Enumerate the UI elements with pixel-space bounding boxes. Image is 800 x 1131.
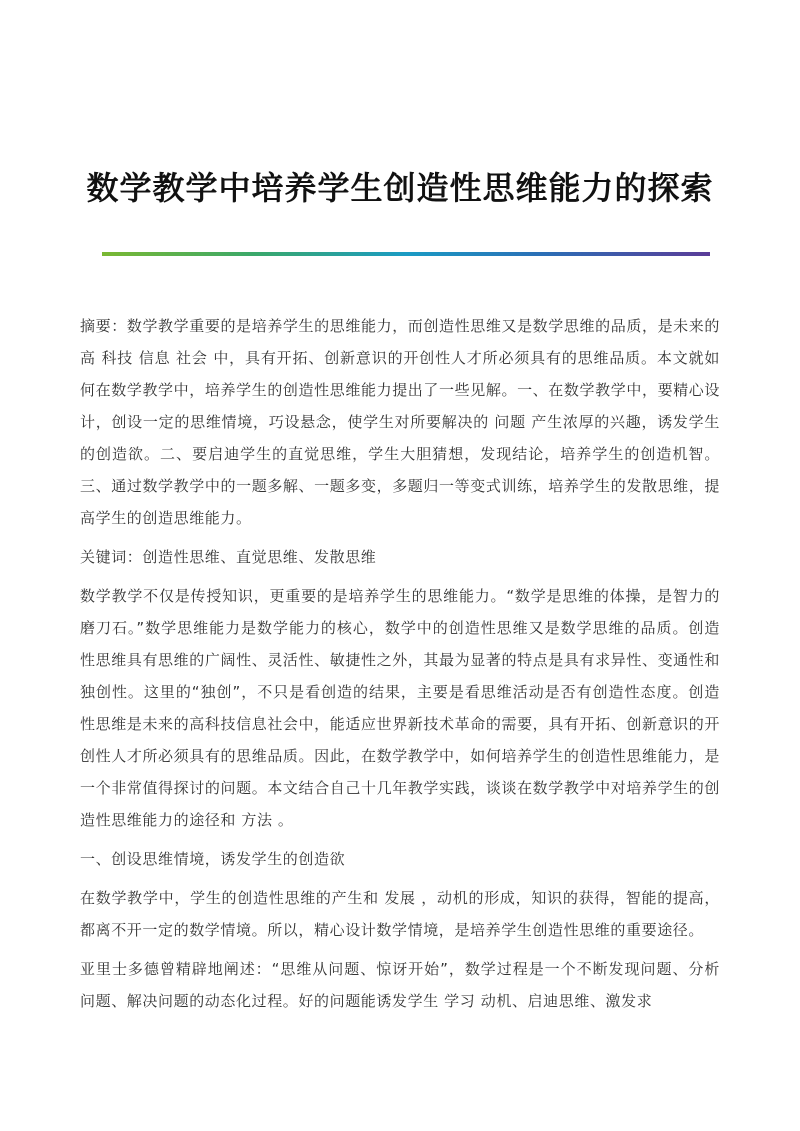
document-title: 数学教学中培养学生创造性思维能力的探索 bbox=[86, 169, 714, 207]
body-paragraph: 在数学教学中，学生的创造性思维的产生和 发展 ，动机的形成，知识的获得，智能的提高，都离不开一定的数学情境。所以，精心设计数学情境，是培养学生创造性思维的重要途径。 bbox=[80, 889, 720, 939]
body-paragraph: 数学教学不仅是传授知识，更重要的是培养学生的思维能力。“数学是思维的体操，是智力的磨刀石。”数学思维能力是数学能力的核心，数学中的创造性思维又是数学思维的品质。创造性思维具有思维的广阔性、灵活性、敏捷性之外，其最为显著的特点是具有求异性、变通性和独创性。这里的“独创”，不只是看创造的结果，主要是看思维活动是否有创造性态度。创造性思维是未来的高科技信息社会中，能适应世界新技术革命的需要，具有开拓、创新意识的开创性人才所必须具有的思维品质。因此，在数学教学中，如何培养学生的创造性思维能力，是一个非常值得探讨的问题。本文结合自己十几年教学实践，谈谈在数学教学中对培养学生的创造性思维能力的途径和 方法 。 bbox=[80, 587, 720, 829]
keywords-paragraph: 关键词：创造性思维、直觉思维、发散思维 bbox=[80, 548, 377, 566]
document-body bbox=[80, 310, 720, 1024]
abstract-paragraph: 摘要：数学教学重要的是培养学生的思维能力，而创造性思维又是数学思维的品质，是未来的高 科技 信息 社会 中，具有开拓、创新意识的开创性人才所必须具有的思维品质。本文就如何在数学教学中，培养学生的创造性思维能力提出了一些见解。一、在数学教学中，要精心设计，创设一定的思维情境，巧设悬念，使学生对所要解决的 问题 产生浓厚的兴趣，诱发学生的创造欲。二、要启迪学生的直觉思维，学生大胆猜想，发现结论，培养学生的创造机智。三、通过数学教学中的一题多解、一题多变，多题归一等变式训练，培养学生的发散思维，提高学生的创造思维能力。 bbox=[80, 317, 720, 527]
section-heading: 一、创设思维情境，诱发学生的创造欲 bbox=[80, 850, 346, 868]
title-divider bbox=[102, 252, 710, 256]
body-paragraph: 亚里士多德曾精辟地阐述：“思维从问题、惊讶开始”，数学过程是一个不断发现问题、分析 问题、解决问题的动态化过程。好的问题能诱发学生 学习 动机、启迪思维、激发求 bbox=[80, 960, 720, 1010]
